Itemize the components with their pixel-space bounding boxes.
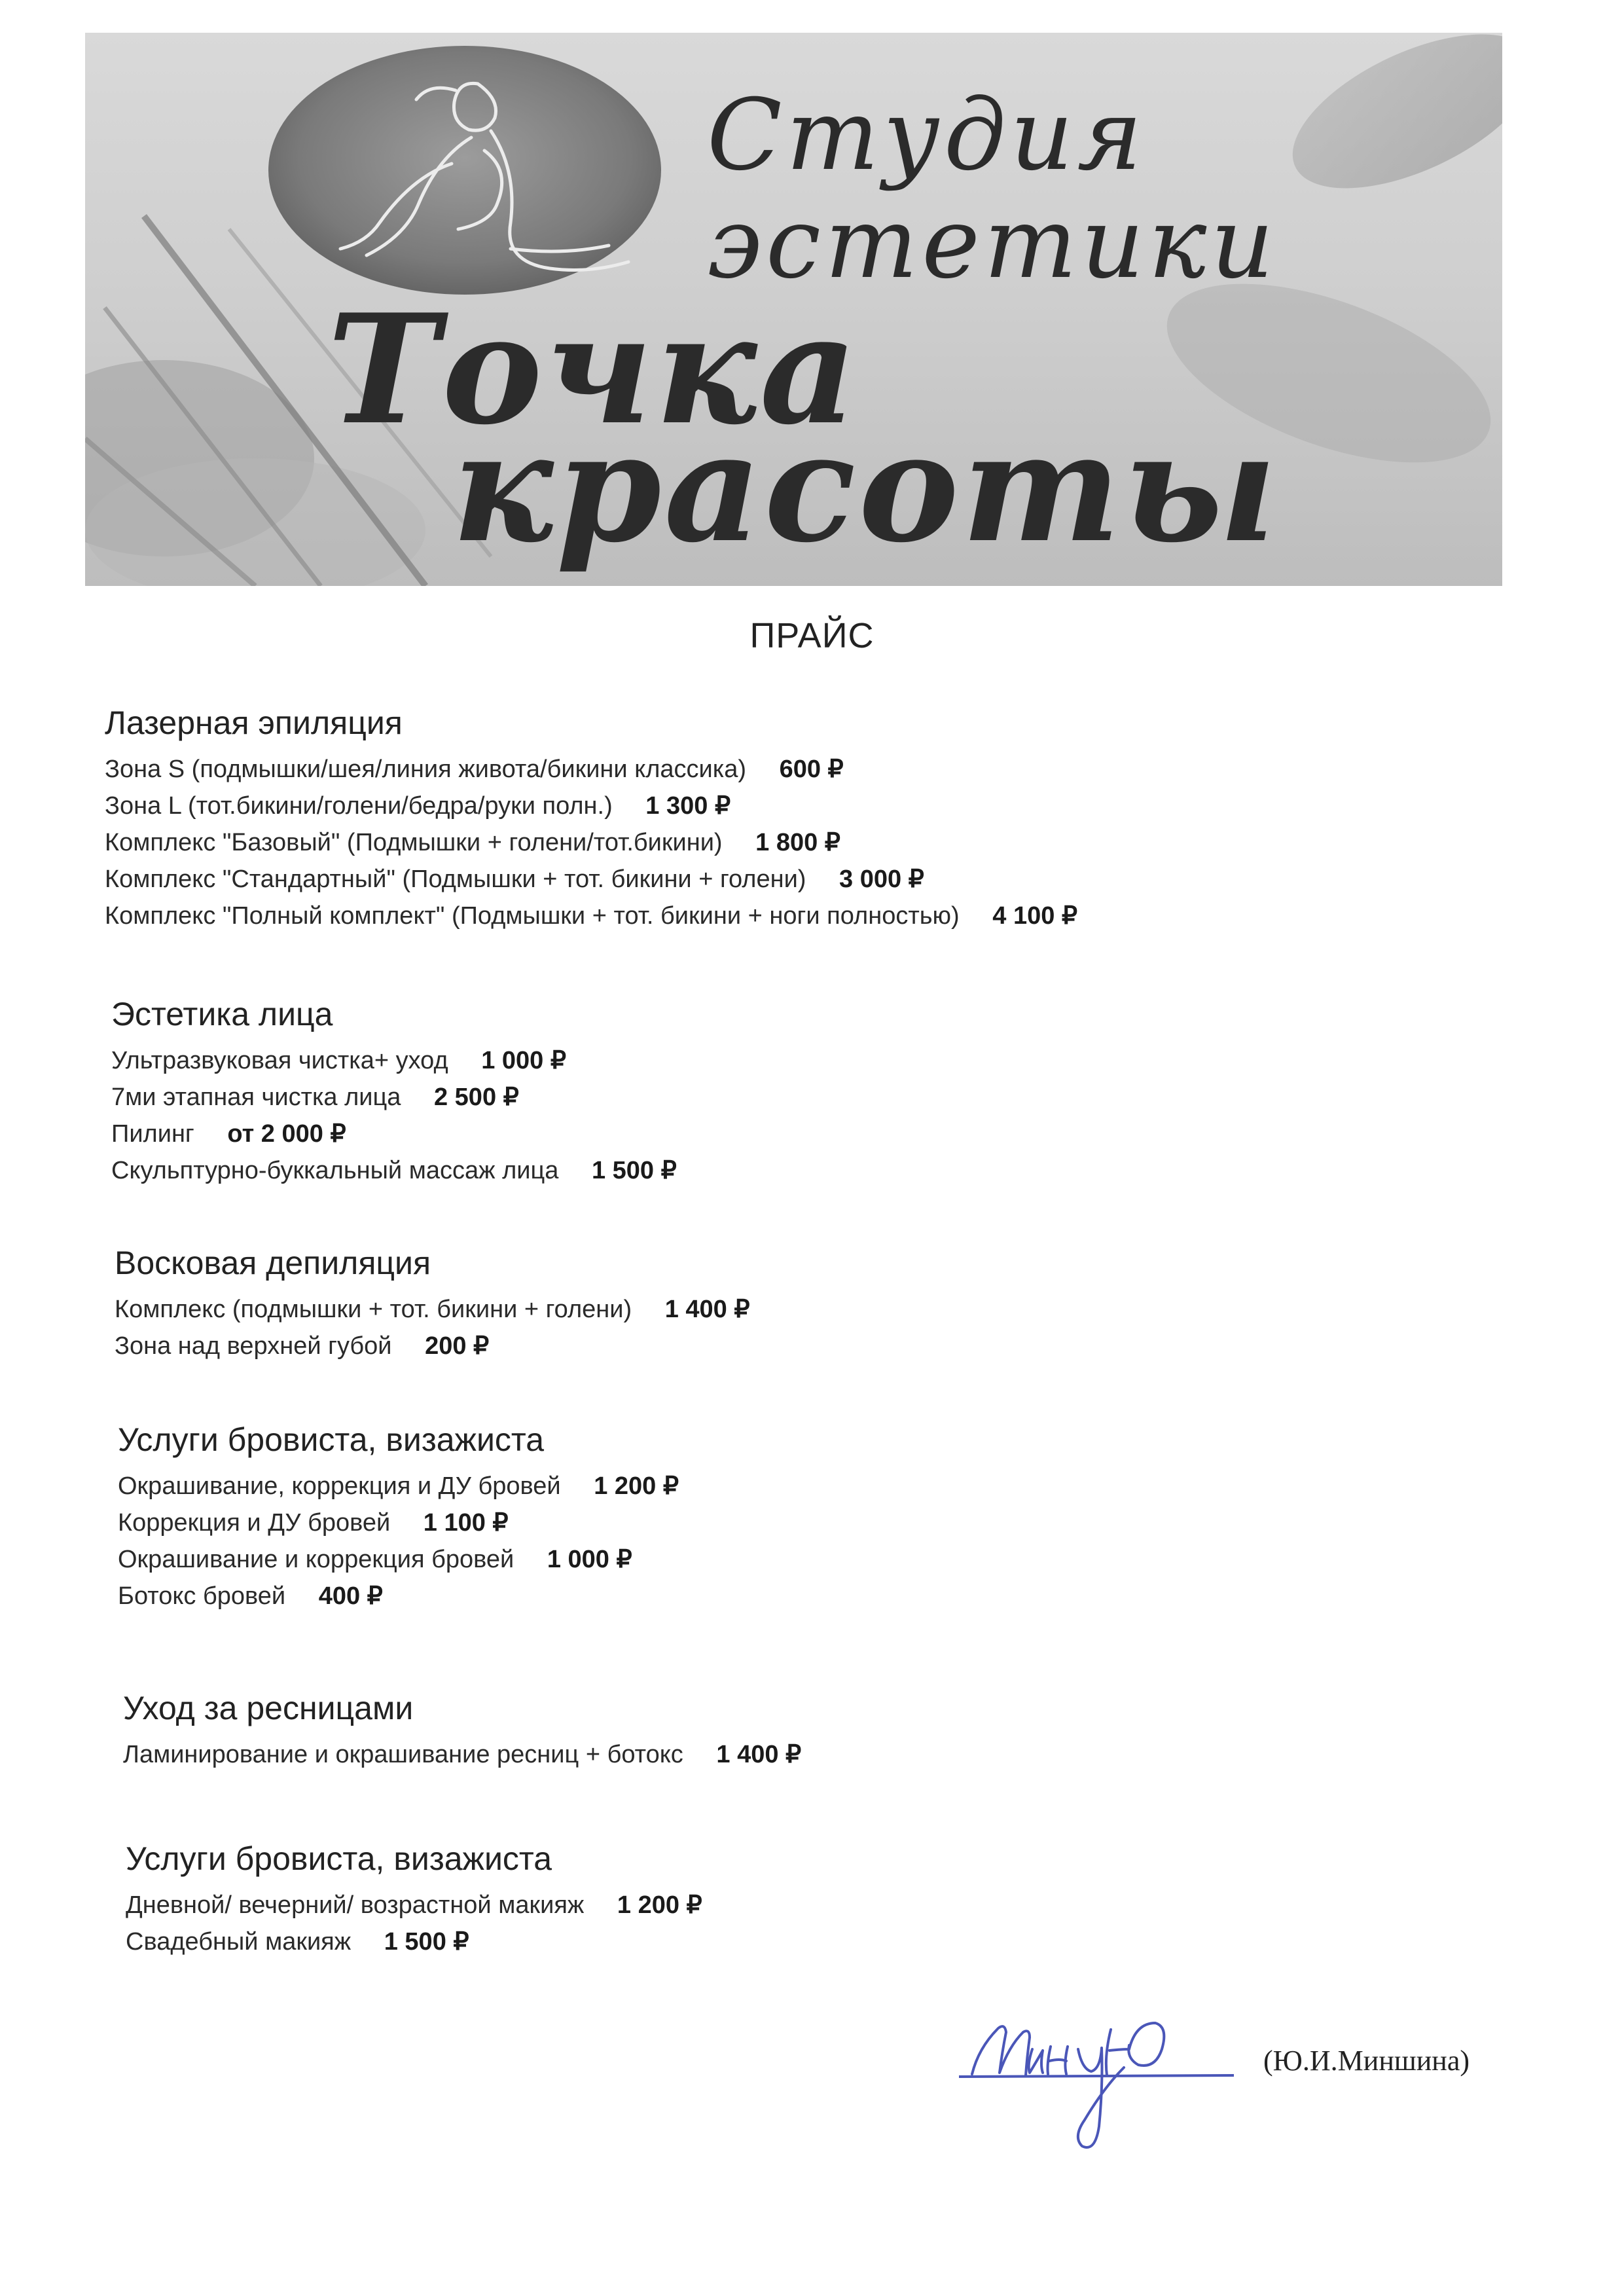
service-price: 1 400 ₽ (716, 1741, 802, 1768)
service-price: 1 400 ₽ (664, 1296, 750, 1323)
section-laser-epilation (105, 704, 1077, 934)
signer-name: (Ю.И.Миншина) (1263, 2045, 1470, 2077)
service-name: Комплекс "Полный комплект" (Подмышки + тот. бикини + ноги полностью) (105, 902, 960, 930)
service-price: 1 000 ₽ (481, 1047, 567, 1074)
service-name: Окрашивание, коррекция и ДУ бровей (118, 1472, 561, 1500)
price-item (105, 751, 1077, 788)
service-price: 200 ₽ (425, 1332, 490, 1360)
banner-line-krasoty: красоты (452, 399, 1280, 576)
service-name: Комплекс "Базовый" (Подмышки + голени/тот.бикини) (105, 829, 723, 856)
service-name: Свадебный макияж (126, 1928, 352, 1956)
section-title: Лазерная эпиляция (105, 704, 403, 741)
section-wax-depilation (115, 1244, 750, 1364)
service-price: 1 500 ₽ (384, 1928, 469, 1956)
price-item (126, 1887, 702, 1923)
service-name: Ламинирование и окрашивание ресниц + ботокс (123, 1741, 683, 1768)
service-price: 1 100 ₽ (423, 1509, 509, 1537)
service-name: Дневной/ вечерний/ возрастной макияж (126, 1891, 585, 1919)
section-title: Уход за ресницами (123, 1690, 414, 1726)
service-name: Зона над верхней губой (115, 1332, 392, 1360)
service-price: 600 ₽ (779, 756, 844, 783)
section-title: Услуги бровиста, визажиста (126, 1840, 552, 1877)
service-name: 7ми этапная чистка лица (111, 1084, 401, 1111)
price-item (115, 1328, 750, 1364)
price-item (105, 898, 1077, 934)
banner-line-studio: Студия (707, 79, 1147, 192)
service-price: 4 100 ₽ (992, 902, 1078, 930)
section-eyelash-care (123, 1689, 801, 1773)
price-item (118, 1468, 679, 1504)
section-brow-makeup-services (118, 1421, 679, 1614)
service-name: Ботокс бровей (118, 1582, 286, 1610)
service-price: 1 500 ₽ (591, 1157, 677, 1184)
service-price: 1 000 ₽ (547, 1546, 632, 1573)
section-makeup-services (126, 1840, 702, 1960)
price-item (111, 1116, 677, 1152)
handwritten-signature-icon (959, 2003, 1234, 2160)
service-name: Зона L (тот.бикини/голени/бедра/руки полн.) (105, 792, 613, 820)
section-title: Восковая депиляция (115, 1245, 431, 1281)
price-item (111, 1042, 677, 1079)
service-name: Комплекс (подмышки + тот. бикини + голени) (115, 1296, 632, 1323)
price-item (111, 1152, 677, 1189)
service-price: 1 800 ₽ (755, 829, 840, 856)
service-name: Скульптурно-буккальный массаж лица (111, 1157, 559, 1184)
price-item (111, 1079, 677, 1116)
service-price: 1 200 ₽ (594, 1472, 679, 1500)
service-price: 2 500 ₽ (433, 1084, 519, 1111)
price-list-heading: ПРАЙС (749, 616, 875, 655)
price-item (126, 1923, 702, 1960)
service-name: Зона S (подмышки/шея/линия живота/бикини классика) (105, 756, 747, 783)
service-name: Ультразвуковая чистка+ уход (111, 1047, 448, 1074)
price-item (105, 861, 1077, 898)
service-name: Пилинг (111, 1120, 194, 1148)
service-price: 3 000 ₽ (839, 866, 924, 893)
service-name: Коррекция и ДУ бровей (118, 1509, 391, 1537)
section-title: Услуги бровиста, визажиста (118, 1421, 545, 1458)
service-price: от 2 000 ₽ (227, 1120, 346, 1148)
studio-banner (85, 33, 1502, 586)
price-item (118, 1578, 679, 1614)
price-item (118, 1541, 679, 1578)
price-item (115, 1291, 750, 1328)
banner-line-aesthetics: эстетики (707, 187, 1278, 301)
service-name: Окрашивание и коррекция бровей (118, 1546, 514, 1573)
section-title: Эстетика лица (111, 996, 333, 1032)
banner-line-tochka: Точка (327, 282, 860, 458)
section-face-aesthetics (111, 995, 677, 1189)
price-item (123, 1736, 801, 1773)
price-item (105, 824, 1077, 861)
service-price: 400 ₽ (318, 1582, 383, 1610)
service-price: 1 200 ₽ (617, 1891, 702, 1919)
service-name: Комплекс "Стандартный" (Подмышки + тот. бикини + голени) (105, 866, 806, 893)
service-price: 1 300 ₽ (645, 792, 731, 820)
price-item (118, 1504, 679, 1541)
price-item (105, 788, 1077, 824)
